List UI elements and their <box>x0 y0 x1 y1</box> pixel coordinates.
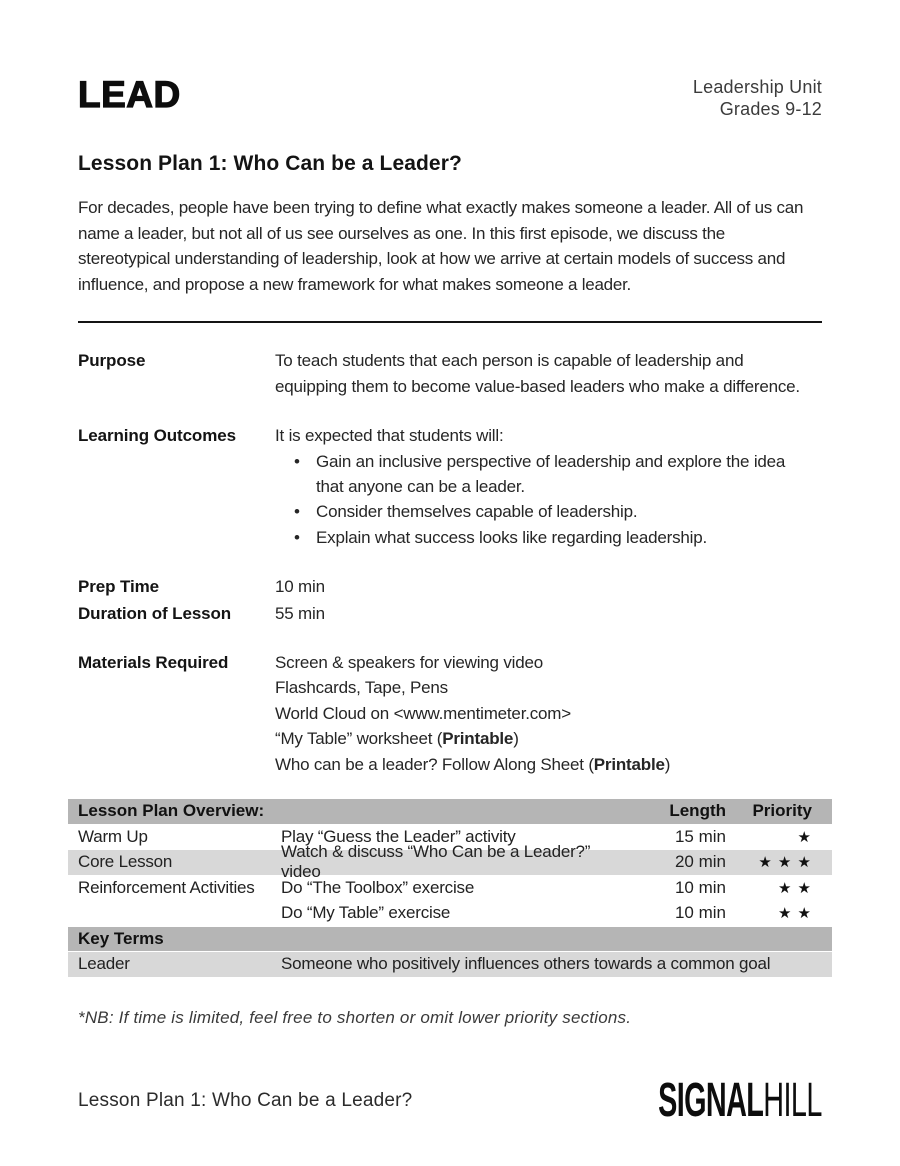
row-activity: Play “Guess the Leader” activity <box>281 826 516 846</box>
material-text: Screen & speakers for viewing video <box>275 653 543 673</box>
priority-stars: ★ ★ <box>777 879 812 897</box>
material-text: ) <box>664 754 671 774</box>
duration-value: 55 min <box>275 603 325 623</box>
bullet-text: Explain what success looks like regarding leadership. <box>316 527 708 547</box>
bullet-item <box>275 525 822 550</box>
bullet-text-wrap: that anyone can be a leader. <box>316 477 525 496</box>
priority-stars: ★ <box>797 828 812 846</box>
material-item <box>275 675 822 700</box>
material-item <box>275 726 822 751</box>
purpose-label: Purpose <box>78 351 146 371</box>
prep-time-value: 10 min <box>275 577 325 597</box>
lead-logo: LEAD <box>78 74 181 115</box>
material-item <box>275 650 822 675</box>
row-section: Warm Up <box>78 826 148 846</box>
grades-label: Grades 9-12 <box>719 99 822 119</box>
footer-title: Lesson Plan 1: Who Can be a Leader? <box>78 1090 413 1111</box>
row-length: 15 min <box>674 826 726 846</box>
document-header <box>78 76 822 120</box>
material-bold: Printable <box>593 754 665 774</box>
intro-line: stereotypical understanding of leadership, look at how we arrive at certain models of success and <box>78 249 786 269</box>
intro-paragraph <box>78 195 822 297</box>
intro-line: influence, and propose a new framework for what makes someone a leader. <box>78 274 632 294</box>
row-length: 10 min <box>674 903 726 923</box>
outcomes-intro: It is expected that students will: <box>275 426 504 446</box>
material-text: World Cloud on <www.mentimeter.com> <box>275 703 571 723</box>
intro-line: For decades, people have been trying to define what exactly makes someone a leader. All of us can <box>78 198 804 217</box>
priority-footnote: *NB: If time is limited, feel free to shorten or omit lower priority sections. <box>78 1007 632 1027</box>
key-terms-header-row <box>68 927 832 953</box>
unit-label: Leadership Unit <box>692 77 822 97</box>
signalhill-logo-signal: SIGNAL <box>658 1074 764 1127</box>
key-term-row <box>68 952 832 978</box>
bullet-item <box>275 499 822 524</box>
material-text: Who can be a leader? Follow Along Sheet ( <box>275 754 594 774</box>
purpose-text <box>275 348 822 399</box>
prep-time-label: Prep Time <box>78 577 159 597</box>
materials-row <box>78 650 822 777</box>
bullet-text: Consider themselves capable of leadership. <box>316 502 638 522</box>
intro-line: name a leader, but not all of us see ourselves as one. In this first episode, we discuss the <box>78 223 725 243</box>
row-activity: Do “The Toolbox” exercise <box>281 877 475 897</box>
bullet-icon: • <box>294 451 300 471</box>
purpose-row <box>78 348 822 399</box>
priority-stars: ★ ★ ★ <box>758 854 812 872</box>
prep-time-row <box>78 574 822 599</box>
bullet-icon: • <box>294 527 300 547</box>
divider-rule <box>78 321 822 323</box>
learning-outcomes-text <box>275 423 822 550</box>
material-item <box>275 752 822 777</box>
material-text: Flashcards, Tape, Pens <box>275 678 448 698</box>
row-length: 10 min <box>674 877 726 897</box>
materials-label: Materials Required <box>78 653 229 673</box>
purpose-line: equipping them to become value-based leaders who make a difference. <box>275 376 800 396</box>
bullet-text: Gain an inclusive perspective of leadership and explore the idea <box>316 451 786 471</box>
priority-column-header: Priority <box>752 801 812 821</box>
signalhill-logo-hill: HILL <box>763 1074 822 1127</box>
material-item <box>275 701 822 726</box>
bullet-item <box>275 449 822 474</box>
lesson-plan-overview-table <box>68 799 832 978</box>
learning-outcomes-row <box>78 423 822 550</box>
duration-row <box>78 601 822 626</box>
term-definition: Someone who positively influences others towards a common goal <box>281 954 771 974</box>
key-terms-title: Key Terms <box>78 928 164 948</box>
term-name: Leader <box>78 954 130 974</box>
table-header-row <box>68 799 832 825</box>
document-footer <box>78 1074 822 1127</box>
table-row <box>68 842 832 882</box>
row-section: Reinforcement Activities <box>78 877 255 897</box>
learning-outcomes-label: Learning Outcomes <box>78 426 236 446</box>
table-row <box>68 901 832 927</box>
duration-label: Duration of Lesson <box>78 603 232 623</box>
table-title: Lesson Plan Overview: <box>78 801 265 821</box>
purpose-line: To teach students that each person is capable of leadership and <box>275 351 744 371</box>
material-text: “My Table” worksheet ( <box>275 729 443 749</box>
row-activity: Watch & discuss “Who Can be a Leader?” video <box>281 842 591 882</box>
row-activity: Do “My Table” exercise <box>281 903 451 923</box>
row-length: 20 min <box>674 852 726 872</box>
table-row <box>68 876 832 902</box>
bullet-icon: • <box>294 502 300 522</box>
material-text: ) <box>513 729 519 749</box>
length-column-header: Length <box>669 801 726 821</box>
page-title: Lesson Plan 1: Who Can be a Leader? <box>78 152 462 175</box>
row-section: Core Lesson <box>78 852 173 872</box>
priority-stars: ★ ★ <box>777 905 812 923</box>
signalhill-logo <box>658 1074 822 1127</box>
material-bold: Printable <box>442 729 514 749</box>
materials-list <box>275 650 822 777</box>
header-meta <box>693 76 822 120</box>
